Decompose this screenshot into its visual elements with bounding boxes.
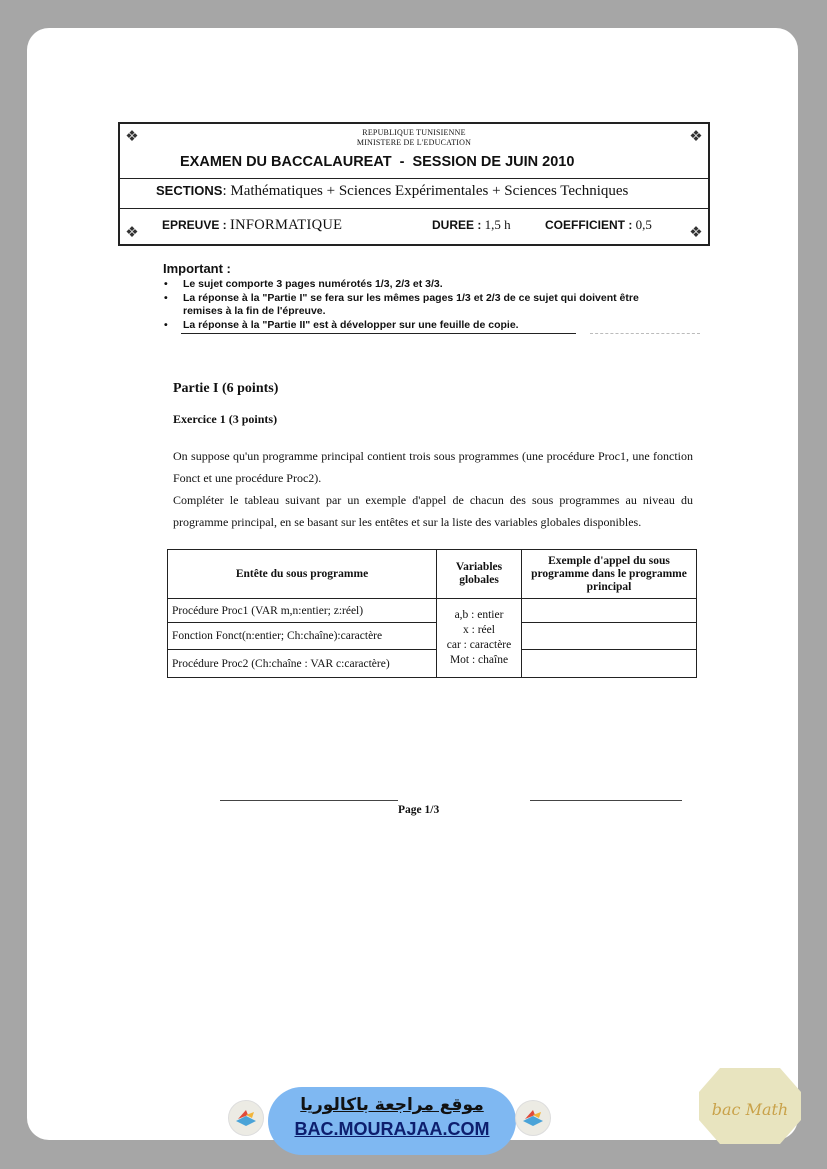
site-banner[interactable] [268,1087,516,1155]
bac-math-text: bac Math [711,1100,789,1119]
divider [530,800,682,801]
divider [590,333,700,334]
part-title: Partie I (6 points) [173,381,279,396]
divider [220,800,398,801]
sections-label: SECTIONS [156,183,223,198]
ornament-icon: ❖ [125,127,139,145]
list-item: • Le sujet comporte 3 pages numérotés 1/3, 2/3 et 3/3. [183,278,673,292]
answer-cell[interactable] [522,650,697,678]
answer-cell[interactable] [522,599,697,623]
banner-arabic[interactable]: موقع مراجعة باكالوريا [300,1095,484,1115]
variables-cell [437,599,522,678]
ornament-icon: ❖ [689,223,703,241]
site-logo-icon [515,1100,551,1136]
sections-line [156,183,628,200]
exercise-statement [173,445,693,533]
ornament-icon: ❖ [125,223,139,241]
paragraph: On suppose qu'un programme principal contient trois sous programmes (une procédure Proc1, une fonction Fonct et une procédure Proc2). [173,449,693,485]
site-logo-icon [228,1100,264,1136]
exam-header [118,122,710,246]
answer-cell[interactable] [522,623,697,650]
important-list [163,278,673,332]
variable-item: car : caractère [446,639,512,651]
table-header: Exemple d'appel du sous programme dans le programme principal [522,550,697,599]
list-item: • La réponse à la "Partie II" est à développer sur une feuille de copie. [183,319,673,333]
title-separator: - [399,154,405,170]
exercise-title: Exercice 1 (3 points) [173,412,278,426]
duree-value: 1,5 h [484,217,511,232]
epreuve-value: INFORMATIQUE [229,217,343,233]
variable-item: Mot : chaîne [449,654,509,666]
banner-url[interactable]: BAC.MOURAJAA.COM [294,1119,490,1139]
coef-value: 0,5 [635,217,652,232]
list-item: • La réponse à la "Partie I" se fera sur les mêmes pages 1/3 et 2/3 de ce sujet qui doivent être remises à la fin de l'épreuve. [183,292,673,319]
exam-name: EXAMEN DU BACCALAUREAT [180,154,392,170]
epreuve-label: EPREUVE : [162,218,227,232]
table-header: Variables globales [437,550,522,599]
variable-item: x : réel [463,624,495,636]
table-header: Entête du sous programme [168,550,437,599]
table-cell: Procédure Proc2 (Ch:chaîne : VAR c:caractère) [168,650,437,678]
exam-session: SESSION DE JUIN 2010 [412,154,575,170]
divider [181,333,576,334]
variable-item: a,b : entier [454,609,504,621]
ministry-label: MINISTERE DE L'EDUCATION [356,138,472,147]
bac-math-logo [698,1066,802,1146]
duree [432,217,511,233]
important-title: Important : [163,261,231,276]
page-number: Page 1/3 [398,804,440,816]
ornament-icon: ❖ [689,127,703,145]
table-cell: Procédure Proc1 (VAR m,n:entier; z:réel) [168,599,437,623]
table-cell: Fonction Fonct(n:entier; Ch:chaîne):caractère [168,623,437,650]
exam-title [180,154,574,170]
republic-label: REPUBLIQUE TUNISIENNE [362,128,466,137]
sections-value: : Mathématiques + Sciences Expérimentales + Sciences Techniques [222,183,629,199]
ministry-block [120,128,708,148]
coef-label: COEFFICIENT : [545,218,633,232]
paragraph: Compléter le tableau suivant par un exemple d'appel de chacun des sous programmes au niveau du programme principal, en se basant sur les entêtes et sur la liste des variables globales disponibles. [173,493,693,529]
coefficient [545,217,652,233]
duree-label: DUREE : [432,218,482,232]
divider [120,208,708,209]
answer-table [167,549,697,678]
divider [120,178,708,179]
important-notes [163,261,673,332]
